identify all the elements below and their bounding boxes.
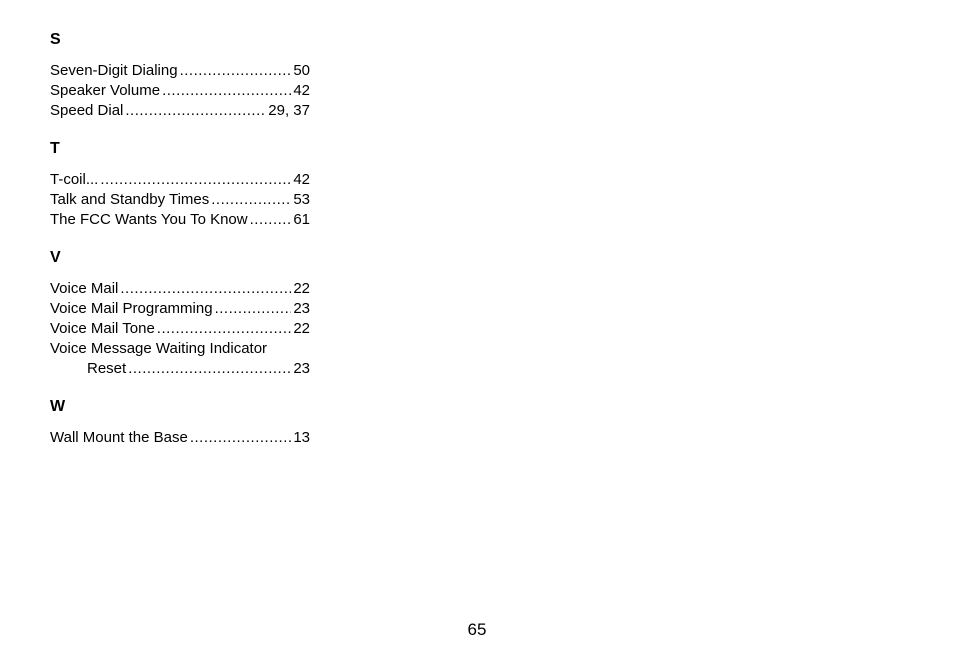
- entry-term: Reset: [87, 360, 127, 377]
- entry-page: 23: [293, 360, 310, 377]
- dot-leader: [162, 81, 291, 101]
- dot-leader: [180, 61, 292, 81]
- index-section-s: [50, 30, 310, 121]
- index-entry: [50, 170, 310, 190]
- entry-page: 42: [293, 171, 310, 188]
- entry-term: Voice Mail Tone: [50, 320, 155, 337]
- index-entry: [50, 319, 310, 339]
- index-section-t: [50, 139, 310, 230]
- entry-page: 22: [293, 280, 310, 297]
- entry-page: 42: [293, 82, 310, 99]
- entry-term: Voice Message Waiting Indicator: [50, 340, 268, 357]
- dot-leader: [157, 319, 292, 339]
- dot-leader: [120, 279, 291, 299]
- section-letter: T: [50, 140, 60, 157]
- entry-term: Voice Mail: [50, 280, 119, 297]
- section-letter: V: [50, 249, 61, 266]
- entry-page: 61: [293, 211, 310, 228]
- entry-term: Talk and Standby Times: [50, 191, 210, 208]
- dot-leader: [190, 428, 291, 448]
- entry-page: 53: [293, 191, 310, 208]
- entry-term: Speaker Volume: [50, 82, 161, 99]
- entry-page: 23: [293, 300, 310, 317]
- dot-leader: [125, 101, 266, 121]
- index-subentry: [50, 359, 310, 379]
- index-column: [50, 30, 310, 466]
- index-entry: [50, 81, 310, 101]
- index-section-v: [50, 248, 310, 379]
- entry-term: The FCC Wants You To Know: [50, 211, 248, 228]
- entry-page: 50: [293, 62, 310, 79]
- section-letter: W: [50, 398, 66, 415]
- index-section-w: [50, 397, 310, 448]
- index-entry: [50, 279, 310, 299]
- dot-leader: [215, 299, 292, 319]
- dot-leader: [128, 359, 291, 379]
- entry-page: 13: [293, 429, 310, 446]
- index-entry: [50, 339, 310, 359]
- index-entry: [50, 428, 310, 448]
- entry-term: Wall Mount the Base: [50, 429, 188, 446]
- page-number: 65: [467, 620, 487, 639]
- dot-leader: [211, 190, 291, 210]
- entry-term: Voice Mail Programming: [50, 300, 213, 317]
- entry-term: Seven-Digit Dialing: [50, 62, 178, 79]
- index-entry: [50, 210, 310, 230]
- entry-page: 22: [293, 320, 310, 337]
- entry-page: 29, 37: [268, 102, 310, 119]
- dot-leader: [100, 170, 291, 190]
- index-entry: [50, 61, 310, 81]
- index-entry: [50, 101, 310, 121]
- section-letter: S: [50, 31, 61, 48]
- index-entry: [50, 299, 310, 319]
- index-entry: [50, 190, 310, 210]
- entry-term: T-coil...: [50, 171, 99, 188]
- dot-leader: [250, 210, 292, 230]
- entry-term: Speed Dial: [50, 102, 124, 119]
